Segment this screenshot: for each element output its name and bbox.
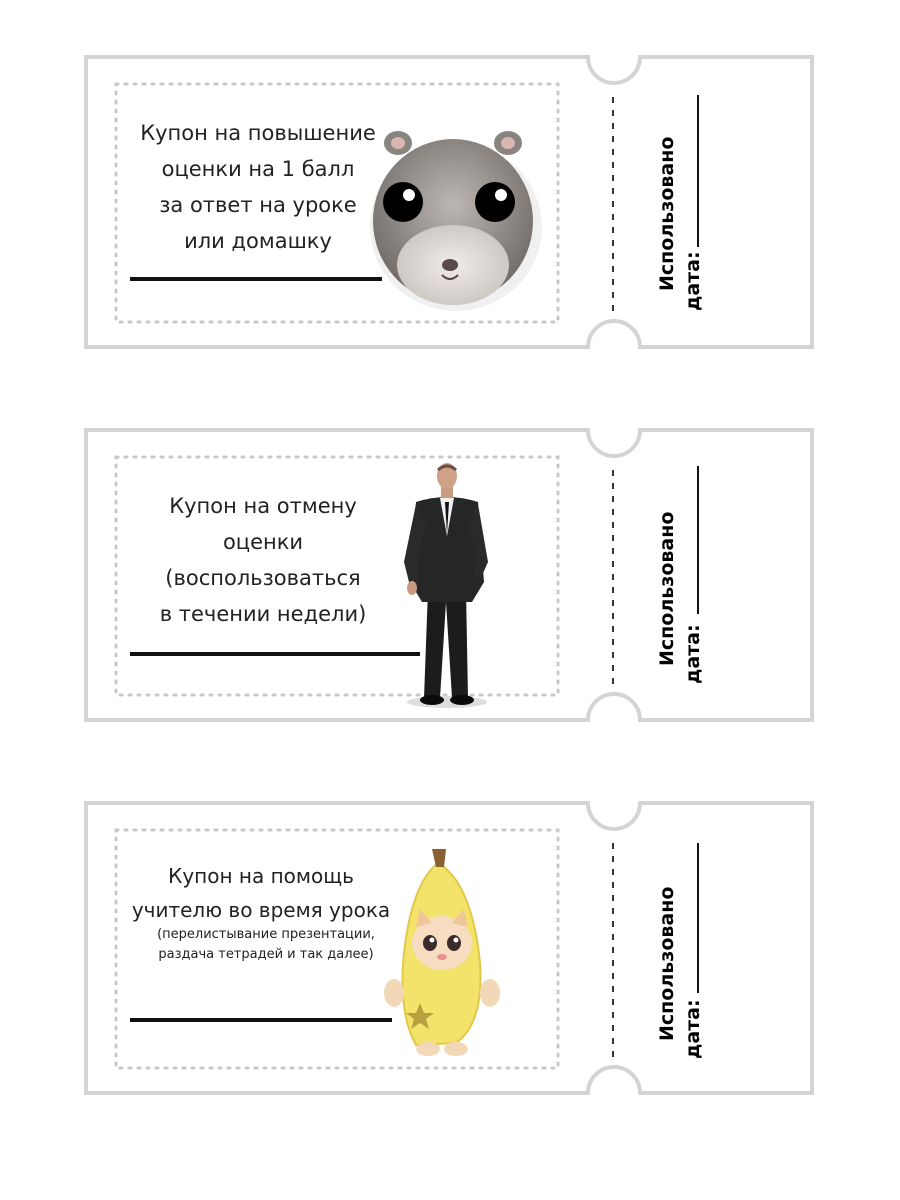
coupon-1 [86,57,812,347]
coupon-subtext-line: раздача тетрадей и так далее) [158,946,374,962]
signature-line [130,277,382,281]
coupon-3 [86,803,812,1093]
stub-label-date: дата: [682,251,704,311]
coupon-text [116,859,406,927]
coupon-text-line: Купон на отмену [169,494,357,518]
coupon-2 [86,430,812,720]
coupon-text-line: в течении недели) [159,602,367,626]
coupon-text-line: или домашку [184,229,332,253]
hamster-picture [358,115,548,315]
signature-line [130,652,420,656]
man-in-suit-picture [402,462,492,710]
coupon-text [128,115,388,259]
stub-label-date: дата: [682,999,704,1059]
stub-date-line [697,95,699,247]
coupon-text-line: учителю во время урока [131,898,391,922]
stub-date-line [697,843,699,993]
stub-label-used: Использовано [656,511,678,666]
coupon-text-line: за ответ на уроке [159,193,357,217]
stub-date-line [697,466,699,614]
coupon-subtext [126,925,406,964]
banana-cat-picture [376,843,506,1059]
coupon-text-line: (воспользоваться [165,566,361,590]
signature-line [130,1018,392,1022]
stub-label-used: Использовано [656,886,678,1041]
coupon-text-line: оценки на 1 балл [161,157,355,181]
stub-label-date: дата: [682,624,704,684]
stub-label-used: Использовано [656,136,678,291]
coupon-text-line: оценки [222,530,304,554]
coupon-text-line: Купон на повышение [140,121,376,145]
coupon-text [138,488,388,632]
coupon-subtext-line: (перелистывание презентации, [157,927,375,942]
coupon-text-line: Купон на помощь [168,864,354,888]
